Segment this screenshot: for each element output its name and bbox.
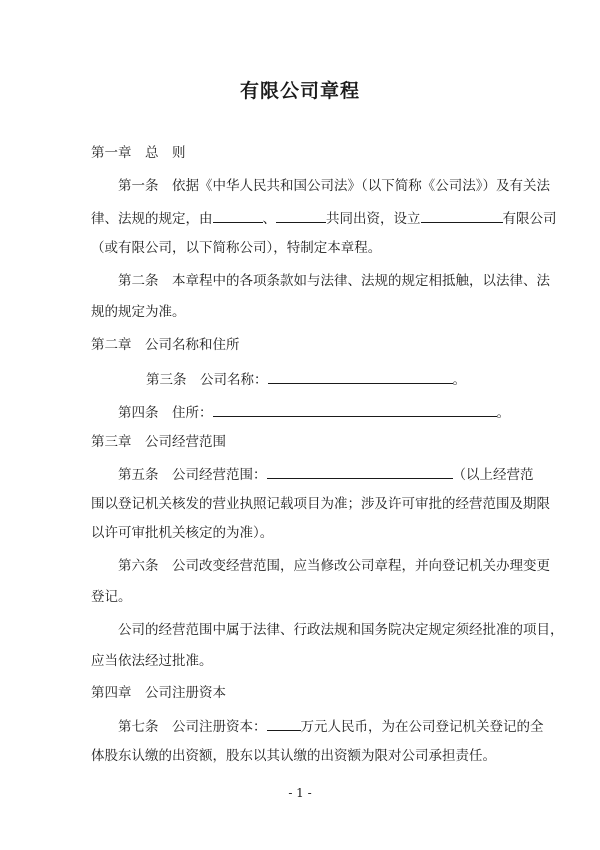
- article-6-line-1: 第六条 公司改变经营范围，应当修改公司章程，并向登记机关办理变更: [118, 558, 550, 574]
- article-7-line-1: [118, 715, 544, 737]
- article-5-line-1: [118, 463, 534, 485]
- article-4-line: [118, 401, 510, 423]
- article-3-line: [146, 368, 466, 390]
- article-1-line-1: 第一条 依据《中华人民共和国公司法》（以下简称《公司法》）及有关法: [118, 178, 550, 194]
- article-1-text-d: 有限公司: [502, 211, 557, 227]
- article-1-text-a: 律、法规的规定，由: [91, 211, 213, 227]
- company-name-blank[interactable]: [421, 207, 503, 223]
- investor-1-blank[interactable]: [213, 207, 263, 223]
- chapter-2-heading: 第二章 公司名称和住所: [91, 337, 240, 353]
- article-5-line-2: 围以登记机关核发的营业执照记载项目为准；涉及许可审批的经营范围及期限: [91, 496, 550, 512]
- paragraph-approval-line-2: 应当依法经过批准。: [91, 653, 213, 669]
- address-field[interactable]: [213, 401, 497, 417]
- paragraph-approval-line-1: 公司的经营范围中属于法律、行政法规和国务院决定规定须经批准的项目，: [118, 622, 564, 638]
- article-1-text-c: 共同出资，设立: [326, 211, 421, 227]
- page-title: 有限公司章程: [239, 80, 360, 102]
- business-scope-field[interactable]: [267, 463, 453, 479]
- article-1-line-2: [91, 207, 557, 229]
- registered-capital-field[interactable]: [267, 715, 301, 731]
- article-6-line-2: 登记。: [91, 589, 132, 605]
- chapter-3-heading: 第三章 公司经营范围: [91, 434, 226, 450]
- article-1-line-3: （或有限公司，以下简称公司），特制定本章程。: [91, 240, 382, 256]
- article-7-text: 万元人民币，为在公司登记机关登记的全: [300, 719, 544, 735]
- article-2-line-1: 第二条 本章程中的各项条款如与法律、法规的规定相抵触，以法律、法: [118, 273, 550, 289]
- article-3-label: 第三条 公司名称：: [146, 372, 268, 388]
- company-name-field[interactable]: [268, 368, 453, 384]
- article-2-line-2: 规的规定为准。: [91, 304, 186, 320]
- article-7-label: 第七条 公司注册资本：: [118, 719, 267, 735]
- investor-2-blank[interactable]: [276, 207, 326, 223]
- page-number: - 1 -: [288, 786, 312, 800]
- article-3-end: 。: [452, 372, 466, 388]
- article-5-text: （以上经营范: [452, 467, 534, 483]
- chapter-1-heading: 第一章 总 则: [91, 145, 186, 161]
- chapter-4-heading: 第四章 公司注册资本: [91, 685, 226, 701]
- article-5-line-3: 以许可审批机关核定的为准）。: [91, 525, 274, 541]
- article-1-text-b: 、: [262, 211, 276, 227]
- article-5-label: 第五条 公司经营范围：: [118, 467, 267, 483]
- article-7-line-2: 体股东认缴的出资额，股东以其认缴的出资额为限对公司承担责任。: [91, 748, 496, 764]
- article-4-label: 第四条 住所：: [118, 405, 213, 421]
- article-4-end: 。: [496, 405, 510, 421]
